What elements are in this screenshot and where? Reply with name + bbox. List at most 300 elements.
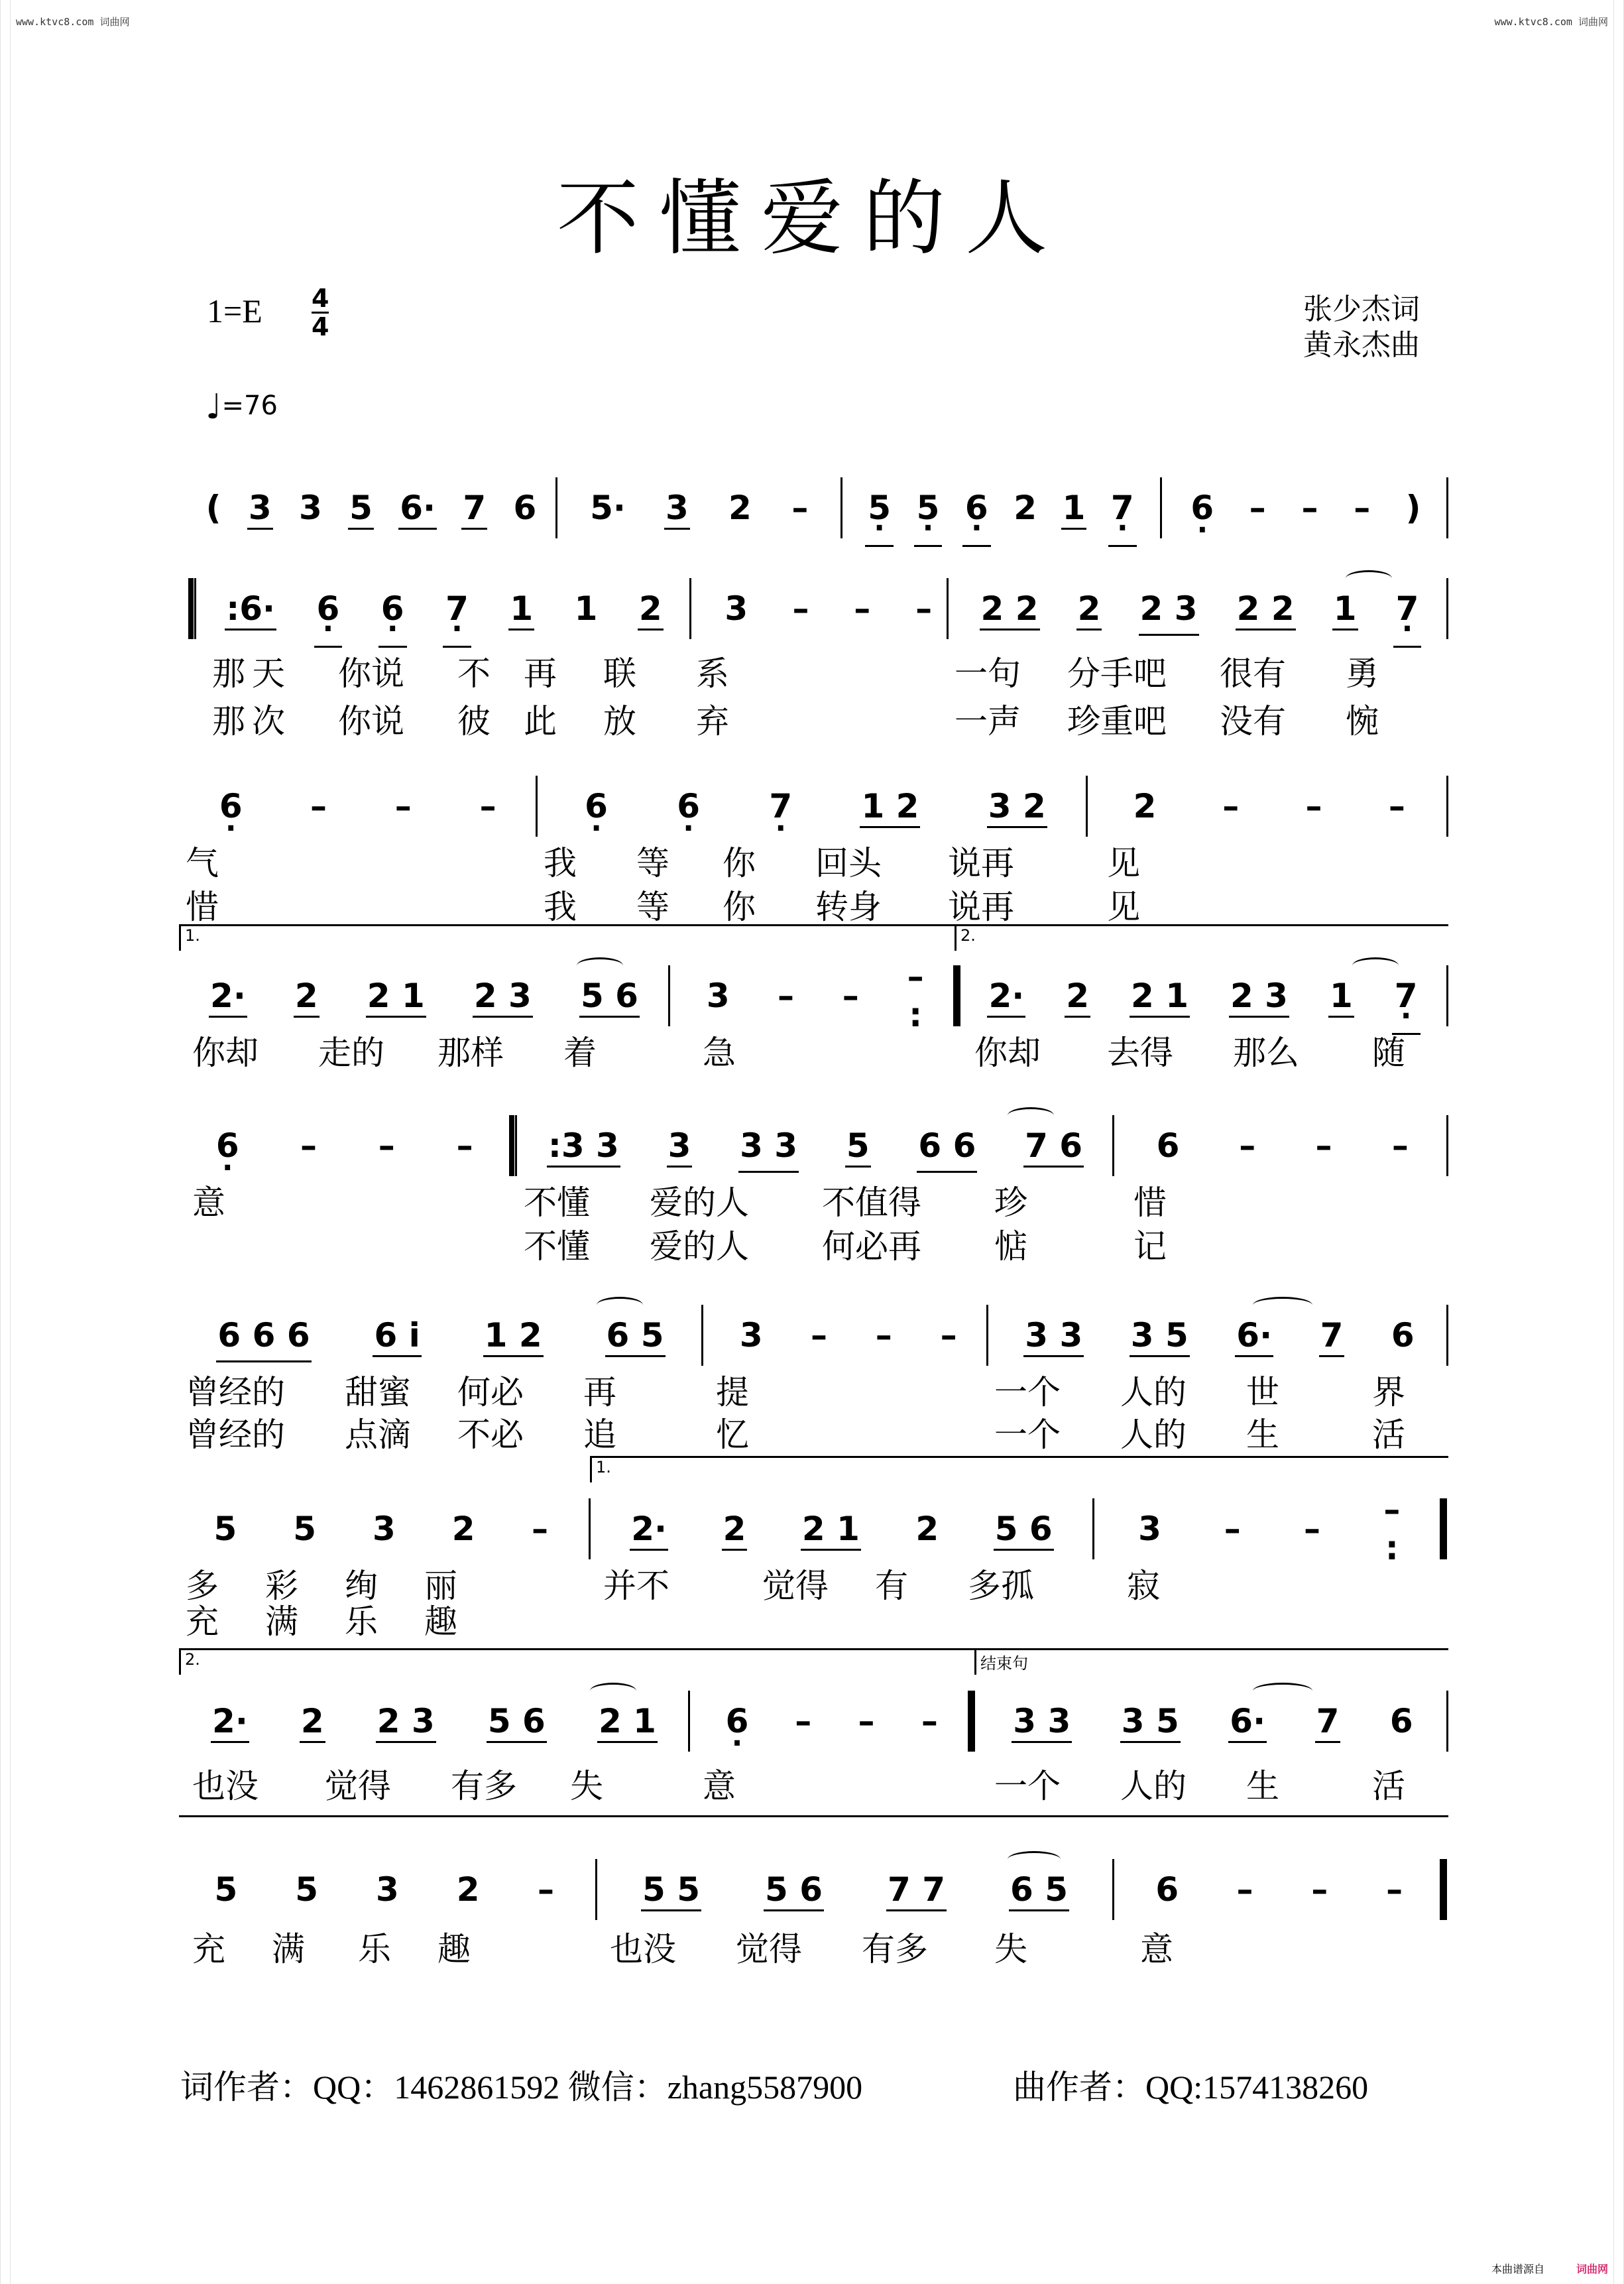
note: 3 — [246, 489, 274, 527]
note: 2 1 — [799, 1510, 862, 1548]
note: 6 · — [378, 589, 407, 628]
note: 6 6 — [915, 1126, 978, 1165]
note: :6· — [223, 589, 278, 628]
measure — [192, 483, 550, 533]
note: 6 · — [723, 1702, 752, 1740]
notes-row — [179, 781, 1448, 831]
dash: – — [1222, 787, 1240, 825]
lyrics-verse-1 — [179, 1176, 1448, 1222]
measure — [550, 781, 1080, 831]
lyric: 你说 — [338, 702, 404, 741]
lyric: 转身 — [815, 888, 882, 926]
dash: – — [1224, 1510, 1241, 1548]
lyric: 满 — [272, 1930, 305, 1968]
note: 6 6 6 — [215, 1316, 312, 1354]
measure — [186, 781, 530, 831]
note: 2 2 — [1234, 589, 1297, 628]
note: 2 — [456, 1870, 480, 1909]
repeat-start — [188, 578, 196, 639]
lyric: 觉得 — [325, 1767, 391, 1805]
lyric: 等 — [636, 888, 669, 926]
lyrics-verse-1 — [179, 837, 1448, 882]
lyric: 那样 — [437, 1034, 504, 1072]
header-site-right[interactable]: www.ktvc8.com — [1494, 16, 1572, 28]
barline — [1446, 1691, 1448, 1752]
lyric: 爱的人 — [650, 1227, 749, 1266]
volta-1-label: 1. — [185, 926, 200, 945]
repeat-end — [953, 965, 960, 1026]
barline — [536, 776, 538, 837]
note: 2 1 — [596, 1702, 659, 1740]
dash: – — [1315, 1126, 1332, 1165]
footer-source: 本曲谱源自 — [1491, 2263, 1544, 2275]
measure — [186, 1696, 683, 1746]
notes-row — [179, 1120, 1448, 1171]
note: 5 · — [914, 489, 943, 527]
lyric: 记 — [1133, 1227, 1167, 1266]
measure — [1127, 1120, 1438, 1171]
lyricist-contact: 词作者：QQ：1462861592 微信：zhang5587900 — [180, 2069, 863, 2106]
tempo-value: =76 — [221, 391, 278, 421]
lyric: 弃 — [696, 702, 729, 741]
dash: – — [1391, 1126, 1409, 1165]
lyric: 点滴 — [345, 1415, 411, 1454]
lyric: 你说 — [338, 654, 404, 693]
lyric: 惜 — [1133, 1183, 1167, 1222]
lyric: 系 — [696, 654, 729, 693]
measure — [855, 483, 1147, 533]
note: 7 7 — [885, 1870, 948, 1909]
lyric: 不懂 — [524, 1183, 590, 1222]
note: 6 · — [1188, 489, 1216, 527]
lyric: 你却 — [192, 1034, 259, 1072]
lyric: 寂 — [1127, 1567, 1160, 1605]
barline — [668, 965, 670, 1026]
dash: – — [854, 589, 871, 628]
note: 5 — [213, 1510, 237, 1548]
note: 2 — [915, 1510, 939, 1548]
note: 2 — [1133, 787, 1157, 825]
note: 3 3 — [1010, 1702, 1073, 1740]
dash: – — [1304, 1510, 1321, 1548]
dash: – : — [1383, 1490, 1401, 1567]
lyric: 惜 — [186, 888, 219, 926]
lyric: 不值得 — [822, 1183, 921, 1222]
lyric: 彩 — [265, 1567, 298, 1605]
lyric: 生 — [1246, 1415, 1279, 1454]
measure — [716, 1310, 981, 1360]
measure — [205, 583, 683, 634]
lyric: 惋 — [1346, 702, 1379, 741]
lyric: 去得 — [1107, 1034, 1173, 1072]
lyric: 充 — [192, 1930, 225, 1968]
dash: – — [810, 1316, 827, 1354]
note: 6 — [1155, 1870, 1179, 1909]
lyric: 不懂 — [524, 1227, 590, 1266]
lyric: 生 — [1246, 1767, 1279, 1805]
header-site-left[interactable]: www.ktvc8.com — [16, 16, 94, 28]
lyric: 意 — [703, 1767, 736, 1805]
barline — [1446, 578, 1448, 639]
note: 1 2 — [858, 787, 921, 825]
lyric: 也没 — [192, 1767, 259, 1805]
note: 3 — [739, 1316, 763, 1354]
measure — [1100, 781, 1438, 831]
repeat-end — [1440, 1498, 1447, 1559]
lyrics-verse-2 — [179, 695, 1448, 741]
measure — [186, 1504, 577, 1554]
note: 2 1 — [365, 977, 428, 1015]
lyrics-verse-1 — [179, 647, 1448, 693]
lyric: 放 — [603, 702, 636, 741]
header-brand-left[interactable]: 词曲网 — [99, 16, 130, 28]
lyric: 此 — [524, 702, 557, 741]
volta-2 — [179, 1648, 974, 1675]
note: 5 — [347, 489, 375, 527]
lyric: 很有 — [1220, 654, 1286, 693]
lyric: 次 — [252, 702, 285, 741]
note: 5 6 — [992, 1510, 1055, 1548]
lyric: 觉得 — [762, 1567, 829, 1605]
dash: – — [921, 1702, 938, 1740]
volta-1-label: 1. — [596, 1458, 611, 1476]
note: 6· — [1227, 1702, 1268, 1740]
lyric: 急 — [703, 1034, 736, 1072]
lyric: 走的 — [318, 1034, 384, 1072]
note: 5 6 — [762, 1870, 825, 1909]
dash: – — [378, 1126, 395, 1165]
slur — [1008, 1107, 1054, 1124]
lyric: 曾经的 — [186, 1373, 285, 1412]
barline — [1446, 965, 1448, 1026]
coda-label: 结束句 — [980, 1654, 1028, 1673]
note: 2 — [721, 1510, 749, 1548]
dash: – — [537, 1870, 554, 1909]
note: 2· — [628, 1510, 669, 1548]
lyric: 我 — [544, 888, 577, 926]
lyric: 我 — [544, 844, 577, 882]
note: 5 — [214, 1870, 238, 1909]
notes-row — [179, 483, 1448, 533]
dash: – — [1305, 787, 1322, 825]
tempo-mark — [205, 387, 278, 427]
note: 1 2 — [482, 1316, 545, 1354]
lyric: 丽 — [424, 1567, 457, 1605]
composer-contact: 曲作者：QQ:1574138260 — [1013, 2069, 1369, 2106]
lyric: 见 — [1107, 888, 1140, 926]
lyric: 等 — [636, 844, 669, 882]
lyric: 充 — [186, 1602, 219, 1641]
lyric: 趣 — [437, 1930, 471, 1968]
lyric: 你 — [723, 888, 756, 926]
dash: – — [777, 977, 794, 1015]
dash: – — [792, 589, 809, 628]
barline — [1446, 776, 1448, 837]
slur — [1346, 570, 1392, 587]
repeat-start — [509, 1115, 517, 1176]
note: 3 — [1138, 1510, 1161, 1548]
note: 2 — [292, 977, 321, 1015]
dash: – — [310, 787, 327, 825]
barline — [701, 1305, 703, 1366]
notes-row — [179, 957, 1448, 1034]
note: 6 i — [371, 1316, 422, 1354]
lyricist-credit: 张少杰词 — [1303, 292, 1420, 326]
lyric: 失 — [570, 1767, 603, 1805]
lyric: 那么 — [1233, 1034, 1299, 1072]
lyric: 见 — [1107, 844, 1140, 882]
header-right[interactable] — [1495, 15, 1608, 29]
lyric: 那 — [212, 654, 245, 693]
note: 6 — [1156, 1126, 1180, 1165]
note: 5 6 — [485, 1702, 548, 1740]
barline — [1086, 776, 1088, 837]
note: 6 — [1391, 1316, 1415, 1354]
lyric: 分手吧 — [1067, 654, 1167, 693]
system-divider — [179, 1815, 1448, 1817]
notes-row — [179, 583, 1448, 634]
double-barline — [968, 1691, 975, 1752]
measure — [1127, 1864, 1432, 1915]
lyric: 提 — [716, 1373, 749, 1412]
lyric: 勇 — [1346, 654, 1379, 693]
volta-2 — [955, 924, 1448, 951]
dash: – — [842, 977, 859, 1015]
note: 2 3 — [375, 1702, 437, 1740]
measure — [968, 971, 1438, 1021]
dash: – — [915, 589, 933, 628]
note: 5 — [295, 1870, 319, 1909]
lyric: 绚 — [345, 1567, 378, 1605]
lyric: 一句 — [955, 654, 1021, 693]
lyric: 珍 — [994, 1183, 1027, 1222]
lyric: 一个 — [994, 1767, 1061, 1805]
lyric: 再 — [524, 654, 557, 693]
note: 5 6 — [578, 977, 641, 1015]
note: 6 · — [962, 489, 991, 527]
measure — [703, 1696, 961, 1746]
note: 3 — [666, 1126, 694, 1165]
barline — [986, 1305, 988, 1366]
final-barline — [1440, 1859, 1447, 1920]
measure — [961, 583, 1438, 634]
header-brand-right[interactable]: 词曲网 — [1578, 16, 1608, 28]
lyric: 那 — [212, 702, 245, 741]
lyrics-verse-1 — [179, 1923, 1448, 1968]
dash: – — [1236, 1870, 1253, 1909]
lyric: 也没 — [610, 1930, 676, 1968]
note: 2 — [636, 589, 665, 628]
barline — [947, 578, 949, 639]
dash: – — [300, 1126, 317, 1165]
barline — [1112, 1115, 1114, 1176]
barline — [1446, 1305, 1448, 1366]
lyric: 乐 — [358, 1930, 391, 1968]
lyric: 气 — [186, 844, 219, 882]
notes-row — [179, 1490, 1448, 1567]
note: 3 2 — [986, 787, 1049, 825]
lyric: 多 — [186, 1567, 219, 1605]
notes-row — [179, 1696, 1448, 1746]
lyric: 回头 — [815, 844, 882, 882]
time-bottom: 4 — [312, 312, 329, 341]
note: 2 — [1014, 489, 1037, 527]
note: 2· — [207, 977, 249, 1015]
dash: – — [1354, 489, 1371, 527]
lyrics-verse-2 — [179, 1220, 1448, 1266]
slur — [1352, 957, 1399, 974]
note: 3 — [663, 489, 691, 527]
lyric: 一个 — [994, 1373, 1061, 1412]
slur — [577, 957, 623, 974]
lyric: 彼 — [457, 702, 491, 741]
note: 3 — [725, 589, 748, 628]
left-margin-strip — [0, 0, 11, 2284]
note: 2 1 — [1128, 977, 1191, 1015]
barline — [1092, 1498, 1094, 1559]
barline — [1446, 477, 1448, 538]
measure — [603, 1504, 1080, 1554]
lyric: 活 — [1372, 1415, 1405, 1454]
note: 1 — [1331, 589, 1360, 628]
barline — [1160, 477, 1162, 538]
note: 7 — [1314, 1702, 1342, 1740]
dash: – — [875, 1316, 892, 1354]
volta-2-label: 2. — [960, 926, 976, 945]
credits — [1303, 292, 1420, 363]
lyric: 乐 — [345, 1602, 378, 1641]
note: 7 · — [1392, 977, 1421, 1015]
note: 2 — [451, 1510, 475, 1548]
lyric: 何必再 — [822, 1227, 921, 1266]
note: 3 3 — [737, 1126, 800, 1165]
volta-1 — [590, 1456, 1448, 1482]
lyrics-verse-1 — [179, 1760, 1448, 1805]
note: 6 · — [314, 589, 343, 628]
note: 3 — [706, 977, 730, 1015]
lyric: 说再 — [948, 844, 1014, 882]
note: 6 — [513, 489, 537, 527]
barline — [841, 477, 842, 538]
composer-credit: 黄永杰曲 — [1303, 328, 1420, 362]
measure — [186, 1120, 504, 1171]
lyric: 觉得 — [736, 1930, 802, 1968]
note: 3 5 — [1119, 1702, 1182, 1740]
dash: – — [1301, 489, 1318, 527]
measure — [186, 1864, 583, 1915]
lyrics-verse-2 — [179, 880, 1448, 926]
lyric: 说再 — [948, 888, 1014, 926]
lyric: 失 — [994, 1930, 1027, 1968]
slur — [1253, 1297, 1312, 1313]
note: 2 2 — [978, 589, 1041, 628]
lyrics-verse-1 — [179, 1026, 1448, 1072]
lyric: 有多 — [862, 1930, 928, 1968]
note: 6· — [1234, 1316, 1275, 1354]
measure — [1001, 1310, 1438, 1360]
lyric: 世 — [1246, 1373, 1279, 1412]
lyric: 不必 — [457, 1415, 524, 1454]
header-left[interactable] — [16, 15, 129, 29]
dash: – — [940, 1316, 957, 1354]
lyric: 人的 — [1120, 1415, 1187, 1454]
lyric: 随 — [1372, 1034, 1405, 1072]
coda-bracket — [974, 1648, 1448, 1675]
dash: – — [456, 1126, 473, 1165]
lyric: 一声 — [955, 702, 1021, 741]
notes-row — [179, 1864, 1448, 1915]
lyric: 人的 — [1120, 1767, 1187, 1805]
note: 6 · — [213, 1126, 242, 1165]
lyric: 甜蜜 — [345, 1373, 411, 1412]
lyric: 追 — [583, 1415, 616, 1454]
note: 7 · — [766, 787, 795, 825]
note: 2 3 — [1228, 977, 1291, 1015]
note: ) — [1405, 489, 1421, 527]
dash: – — [795, 1702, 812, 1740]
footer-brand-logo[interactable]: 词曲网 — [1576, 2263, 1608, 2275]
measure — [1173, 483, 1438, 533]
note: 7 6 — [1022, 1126, 1085, 1165]
lyrics-verse-1 — [179, 1366, 1448, 1412]
barline — [555, 477, 557, 538]
measure — [570, 483, 829, 533]
lyric: 联 — [603, 654, 636, 693]
note: 2 3 — [1137, 589, 1200, 628]
measure — [186, 971, 663, 1021]
lyric: 人的 — [1120, 1373, 1187, 1412]
note: 3 5 — [1128, 1316, 1191, 1354]
note: 6 — [1389, 1702, 1413, 1740]
lyric: 并不 — [603, 1567, 669, 1605]
notes-row — [179, 1310, 1448, 1360]
measure — [524, 1120, 1107, 1171]
note: 2· — [986, 977, 1027, 1015]
volta-2-label: 2. — [185, 1650, 200, 1669]
key-signature: 1=E — [207, 292, 262, 330]
lyric: 活 — [1372, 1767, 1405, 1805]
note: 5 5 — [640, 1870, 703, 1909]
measure — [683, 957, 948, 1034]
lyric: 惦 — [994, 1227, 1027, 1266]
lyric: 多孤 — [968, 1567, 1034, 1605]
time-top: 4 — [312, 284, 329, 313]
note: 5 · — [865, 489, 894, 527]
slur — [597, 1297, 643, 1313]
note: 1 — [1327, 977, 1356, 1015]
barline — [688, 1691, 690, 1752]
note: 6 · — [217, 787, 245, 825]
note: 5· — [590, 489, 626, 527]
note: 3 3 — [1022, 1316, 1085, 1354]
lyric: 界 — [1372, 1373, 1405, 1412]
barline — [595, 1859, 597, 1920]
note: 7 · — [1393, 589, 1422, 628]
lyric: 天 — [252, 654, 285, 693]
note: 2 — [728, 489, 752, 527]
lyrics-verse-2 — [179, 1408, 1448, 1454]
note: 2 — [1063, 977, 1092, 1015]
note: 6 · — [674, 787, 703, 825]
note: 6 5 — [604, 1316, 667, 1354]
measure — [610, 1864, 1100, 1915]
barline — [689, 578, 691, 639]
note: 7 — [1318, 1316, 1346, 1354]
measure — [186, 1310, 696, 1360]
note: 6· — [397, 489, 438, 527]
note: 7 — [460, 489, 489, 527]
lyrics-verse-1 — [179, 1559, 1448, 1605]
